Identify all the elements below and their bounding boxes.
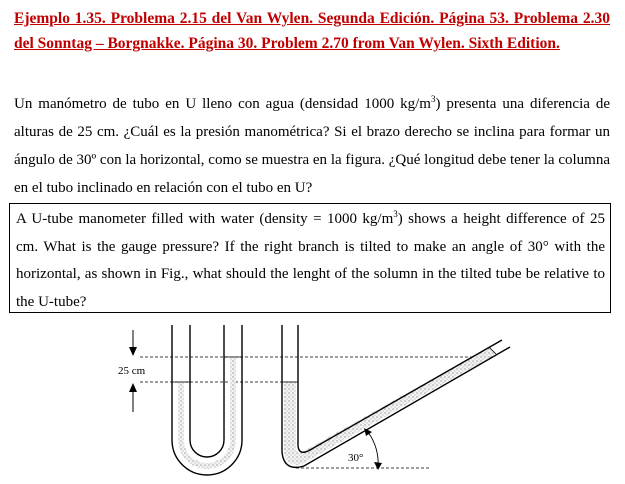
english-superscript: 3 — [393, 209, 398, 219]
problem-statement-spanish — [14, 90, 610, 202]
spanish-superscript: 3 — [430, 94, 436, 104]
inclined-tube — [282, 325, 510, 467]
problem-title: Ejemplo 1.35. Problema 2.15 del Van Wylen. Segunda Edición. Página 53. Problema 2.30 del Sonntag – Borgnakke. Página 30. Problem 2.70 from Van Wylen. Sixth Edition. — [14, 10, 610, 52]
height-label: 25 cm — [118, 365, 146, 377]
english-statement-box — [9, 203, 611, 313]
spanish-text-part1: Un manómetro de tubo en U lleno con agua (densidad 1000 kg/m — [14, 96, 431, 112]
problem-statement-english — [16, 206, 605, 316]
manometer-figure — [0, 318, 625, 484]
angle-label: 30° — [348, 452, 364, 464]
spanish-text-part2: ) presenta una diferencia de alturas de 25 cm. ¿Cuál es la presión manométrica? Si el brazo derecho se inclina para formar un ángulo de 30º con la horizontal, como se muestra en la figura. ¿Qué longitud debe tener la columna en el tubo inclinado en relación con el tubo en U? — [14, 96, 611, 196]
english-text-part2: ) shows a height difference of 25 cm. What is the gauge pressure? If the right branch is tilted to make an angle of 30° with the horizontal, as shown in Fig., what should the lenght of the solumn in the tilted tube be relative to the U-tube? — [16, 211, 605, 310]
u-tube — [172, 325, 242, 475]
angle-indicator — [364, 428, 382, 470]
english-text-part1: A U-tube manometer filled with water (density = 1000 kg/m — [16, 211, 394, 227]
